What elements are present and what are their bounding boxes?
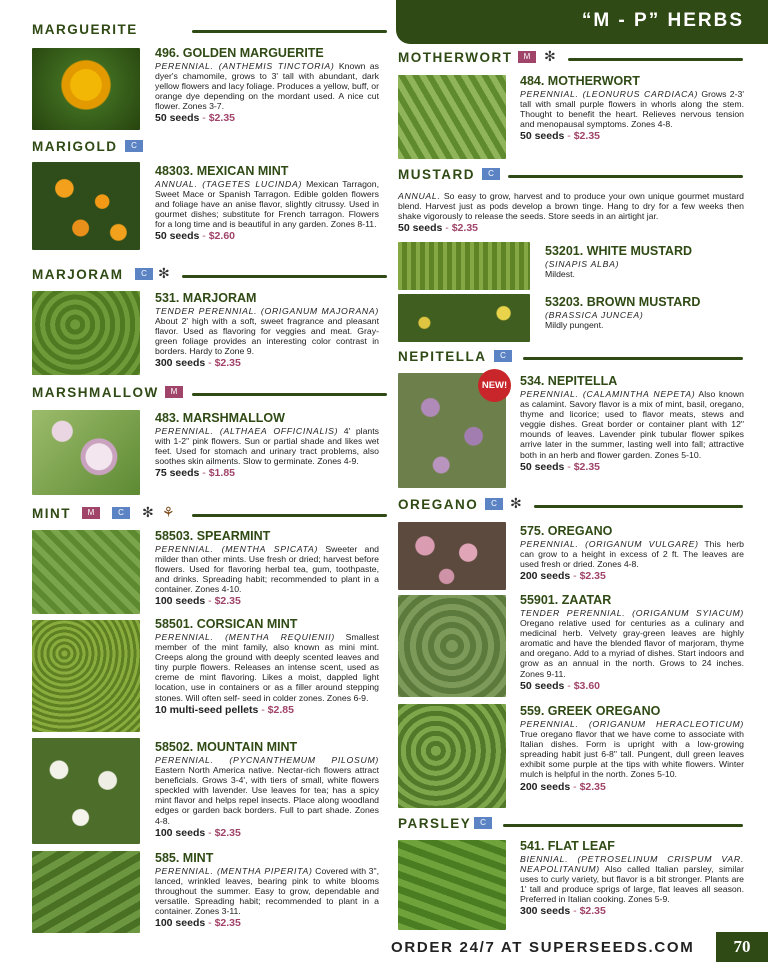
badge-m: M xyxy=(165,386,183,398)
product-latin: PERENNIAL. (MENTHA SPICATA) xyxy=(155,544,319,554)
product-name: 585. MINT xyxy=(155,851,214,865)
section-title: MARJORAM xyxy=(32,267,124,282)
product-53201 xyxy=(545,244,745,279)
product-name: 496. GOLDEN MARGUERITE xyxy=(155,46,324,60)
product-price: $2.35 xyxy=(214,826,241,839)
product-latin: PERENNIAL. (CALAMINTHA NEPETA) xyxy=(520,389,696,399)
product-price: $2.35 xyxy=(208,112,235,125)
product-name: 541. FLAT LEAF xyxy=(520,839,615,853)
divider xyxy=(534,505,743,508)
product-description: Known as dyer's chamomile, grows to 3' tall with abundant, dark yellow flowers and lacy foliage. Produces a yellow, buff, or orange dye depending on the mordant used. A nice cut flower. Zones 3-7. xyxy=(155,61,379,112)
product-latin: BIENNIAL. (PETROSELINUM CRISPUM VAR. NEAPOLITANUM) xyxy=(520,854,744,875)
product-description: Mildly pungent. xyxy=(545,320,604,331)
photo-golden-marguerite xyxy=(32,48,140,130)
product-qty: 100 seeds xyxy=(155,917,206,930)
header-banner xyxy=(396,0,768,44)
badge-c: C xyxy=(482,168,500,180)
divider xyxy=(568,58,743,61)
product-latin: (BRASSICA JUNCEA) xyxy=(545,310,644,320)
product-qty: 50 seeds xyxy=(155,230,200,243)
photo-marshmallow xyxy=(32,410,140,495)
photo-zaatar xyxy=(398,595,506,697)
section-title: OREGANO xyxy=(398,497,479,512)
section-marigold xyxy=(32,139,142,157)
product-58502: 58502. MOUNTAIN MINT PERENNIAL. (PYCNANTHEMUM PILOSUM) Eastern North America native. Nectar-rich flowers attract beneficials. Grows 3-4', with tiers of small, white flowers speckled with lavender. Use leaves for tea; has a spicy mint flavor and helps repel insects. Place along woodland edges or garden back borders. Full to part shade. Zones 4-8. 100 seeds - $2.35 xyxy=(155,740,379,839)
product-name: 55901. ZAATAR xyxy=(520,593,612,607)
product-description: Covered with 3", lanced, wrinkled leaves, bearing pink to white blooms throughout the summer. Easy to grow, dependable and versatile. Spreading habit; recommended to plant in a container. Zones 3-11. xyxy=(155,866,379,917)
product-description: 4' plants with 1-2" pink flowers. Sun or partial shade and likes wet feet. Used for stomach and urinary tract problems, also soothes skin ailments. Slow to germinate. Zones 4-9. xyxy=(155,426,379,467)
product-description: This herb can grow to a height in excess of 2 ft. The leaves are used fresh or dried. Zones 4-8. xyxy=(520,539,744,570)
page-number: 70 xyxy=(716,932,768,962)
product-559: 559. GREEK OREGANO PERENNIAL. (ORIGANUM HERACLEOTICUM) True oregano flavor that we have come to associate with Italian dishes. Form is upright with a low-growing spreading habit just 6-8" tall. Pungent, dull green leaves exhibit some purple at the tips with white flowers. Winter mulch is helpful in the north. Zones 5-10. 200 seeds - $2.35 xyxy=(520,704,744,793)
product-qty: 100 seeds xyxy=(155,826,206,839)
divider xyxy=(523,357,743,360)
product-description: Mexican Tarragon, Sweet Mace or Spanish Tarragon. Edible golden flowers and foliage have an anise flavor, slightly citrussy. Used in gourmet dishes; substitute for French tarragon. Flowers for a long time and is beautiful in any garden. Zones 8-11. xyxy=(155,179,379,230)
intro-text: So easy to grow, harvest and to produce your own unique gourmet mustard blend. Harvest just as pods develop a brown tinge. Hang to dry for a few weeks then shake vigorously to release the seeds. Store seeds in an airtight jar. xyxy=(398,191,744,222)
product-541: 541. FLAT LEAF BIENNIAL. (PETROSELINUM CRISPUM VAR. NEAPOLITANUM) Also called Italian parsley, similar uses to curly variety, but flavor is a bit stronger. Plants are 1' tall and produce sprigs of large, flat leaves all season. Preferred in Italian cooking. Zones 5-9. 300 seeds - $2.35 xyxy=(520,839,744,918)
product-qty: 100 seeds xyxy=(155,595,206,608)
product-latin: PERENNIAL. (ORIGANUM VULGARE) xyxy=(520,539,699,549)
section-mint xyxy=(32,506,387,524)
badge-c: C xyxy=(485,498,503,510)
section-oregano xyxy=(398,497,743,515)
divider xyxy=(503,824,743,827)
section-title: MUSTARD xyxy=(398,167,475,182)
section-title: MARGUERITE xyxy=(32,22,138,37)
product-latin: PERENNIAL. (MENTHA REQUIENII) xyxy=(155,632,335,642)
section-title: MOTHERWORT xyxy=(398,50,513,65)
photo-oregano xyxy=(398,522,506,590)
product-name: 534. NEPITELLA xyxy=(520,374,618,388)
section-mustard xyxy=(398,167,743,185)
product-description: Sweeter and milder than other mints. Use fresh or dried; harvest before flowers. Used for flavoring herbal tea, gum, toothpaste, and drinks. Spreading habit; recommended to plant in a container. Zones 4-10. xyxy=(155,544,379,595)
product-qty: 200 seeds xyxy=(520,780,571,793)
product-qty: 200 seeds xyxy=(520,570,571,583)
product-name: 575. OREGANO xyxy=(520,524,613,538)
section-title: MINT xyxy=(32,506,71,521)
product-53203 xyxy=(545,295,745,330)
product-latin: TENDER PERENNIAL. (ORIGANUM SYIACUM) xyxy=(520,608,744,618)
photo-corsican-mint xyxy=(32,620,140,732)
product-description: Also known as calamint. Savory flavor is a mix of mint, basil, oregano, thyme and licorice; used to flavor meats, stews and veggie dishes. Great border or container plant with 12" mounds of leaves. Lavender pink tubular flower spikes arrive later in the summer, lasting well into fall; attractive both in an herb and flower garden. Zones 5-10. xyxy=(520,389,744,460)
product-price: $2.35 xyxy=(573,460,600,473)
divider xyxy=(192,514,387,517)
section-marjoram xyxy=(32,267,387,285)
bee-icon: ✻ xyxy=(142,504,154,520)
divider xyxy=(182,275,387,278)
product-483: 483. MARSHMALLOW PERENNIAL. (ALTHAEA OFFICINALIS) 4' plants with 1-2" pink flowers. Sun or partial shade and likes wet feet. Used for stomach and urinary tract problems, also soothes skin ailments. Slow to germinate. Zones 4-9. 75 seeds - $1.85 xyxy=(155,411,379,480)
section-title: MARIGOLD xyxy=(32,139,118,154)
product-description: Eastern North America native. Nectar-rich flowers attract beneficials. Grows 3-4', with tiers of small, white flowers speckled with lavender. Use leaves for tea; has a spicy mint flavor and helps repel insects. Place along woodland edges or garden back borders. Full to part shade. Zones 4-8. xyxy=(155,765,379,826)
product-575: 575. OREGANO PERENNIAL. (ORIGANUM VULGARE) This herb can grow to a height in excess of 2 ft. The leaves are used fresh or dried. Zones 4-8. 200 seeds - $2.35 xyxy=(520,524,744,583)
product-description: True oregano flavor that we have come to associate with Italian dishes. Form is upright with a low-growing spreading habit just 6-8" tall. Pungent, dull green leaves exhibit some purple at the tips with white flowers. Winter mulch is helpful in the north. Zones 5-10. xyxy=(520,729,744,780)
product-description: Smallest member of the mint family, also known as mini mint. Creeps along the ground with deeply scented leaves and tiny purple flowers. Releases an intense scent, used as creme de mint flavoring. Likes a moist, dappled light location, use in containers or as a filler around stepping stones. Will often self- seed in colder zones. Zones 6-9. xyxy=(155,632,379,703)
product-58501: 58501. CORSICAN MINT PERENNIAL. (MENTHA REQUIENII) Smallest member of the mint family, also known as mini mint. Creeps along the ground with deeply scented leaves and tiny purple flowers. Releases an intense scent, used as creme de mint flavoring. Likes a moist, dappled light location, use in containers or as a filler around stepping stones. Will often self- seed in colder zones. Zones 6-9. 10 multi-seed pellets - $2.85 xyxy=(155,617,379,716)
product-585: 585. MINT PERENNIAL. (MENTHA PIPERITA) Covered with 3", lanced, wrinkled leaves, bearing pink to white blooms throughout the summer. Easy to grow, dependable and versatile. Spreading habit; recommended to plant in a container. Zones 3-11. 100 seeds - $2.35 xyxy=(155,851,379,930)
product-price: $2.35 xyxy=(573,130,600,143)
photo-brown-mustard xyxy=(398,294,530,342)
section-motherwort xyxy=(398,50,743,68)
photo-mint xyxy=(32,851,140,933)
product-531: 531. MARJORAM TENDER PERENNIAL. (ORIGANUM MAJORANA) About 2' high with a soft, sweet fragrance and pleasant flavor. Used as flavoring for veggies and meat. Gray-green foliage provides an interesting color contrast in borders. Hardy to Zone 9. 300 seeds - $2.35 xyxy=(155,291,379,370)
section-marguerite xyxy=(32,22,387,40)
badge-c: C xyxy=(494,350,512,362)
product-price: $2.35 xyxy=(579,905,606,918)
plant-icon: ⚘ xyxy=(162,504,175,520)
divider xyxy=(192,30,387,33)
product-qty: 50 seeds xyxy=(520,130,565,143)
new-badge: NEW! xyxy=(478,369,511,402)
product-price: $2.60 xyxy=(208,230,235,243)
section-parsley xyxy=(398,816,743,834)
mustard-intro: ANNUAL. So easy to grow, harvest and to produce your own unique gourmet mustard blend. Harvest just as pods develop a brown tinge. Hang to dry for a few weeks then shake vigorously to release the seeds. Store seeds in an airtight jar. 50 seeds - $2.35 xyxy=(398,191,744,235)
product-latin: TENDER PERENNIAL. (ORIGANUM MAJORANA) xyxy=(155,306,379,316)
badge-c: C xyxy=(474,817,492,829)
product-48303: 48303. MEXICAN MINT ANNUAL. (TAGETES LUCINDA) Mexican Tarragon, Sweet Mace or Spanish Tarragon. Edible golden flowers and foliage have an anise flavor, slightly citrussy. Used in gourmet dishes; substitute for French tarragon. Flowers for a long time and is beautiful in any garden. Zones 8-11. 50 seeds - $2.60 xyxy=(155,164,379,243)
product-name: 58502. MOUNTAIN MINT xyxy=(155,740,298,754)
section-nepitella xyxy=(398,349,743,367)
photo-flat-leaf-parsley xyxy=(398,840,506,930)
product-description: Mildest. xyxy=(545,269,575,280)
product-price: $2.35 xyxy=(214,917,241,930)
bee-icon: ✻ xyxy=(544,48,556,64)
product-description: Oregano relative used for centuries as a culinary and medicinal herb. Velvety gray-green leaves are highly aromatic and have the blended flavor of marjoram, thyme and oregano. Add to a myriad of dishes. Start indoors and grow as an annual in the north. Grows to 24 inches. Zones 9-11. xyxy=(520,618,744,679)
badge-c: C xyxy=(112,507,130,519)
photo-mountain-mint xyxy=(32,738,140,844)
product-name: 53201. WHITE MUSTARD xyxy=(545,244,693,258)
page-title: “M - P” HERBS xyxy=(581,10,744,31)
photo-spearmint xyxy=(32,530,140,614)
product-name: 531. MARJORAM xyxy=(155,291,257,305)
product-name: 53203. BROWN MUSTARD xyxy=(545,295,701,309)
badge-c: C xyxy=(135,268,153,280)
product-latin: PERENNIAL. (PYCNANTHEMUM PILOSUM) xyxy=(155,755,379,765)
photo-greek-oregano xyxy=(398,704,506,808)
section-marshmallow xyxy=(32,385,387,403)
photo-white-mustard xyxy=(398,242,530,290)
section-title: MARSHMALLOW xyxy=(32,385,159,400)
product-latin: PERENNIAL. (ORIGANUM HERACLEOTICUM) xyxy=(520,719,744,729)
product-name: 48303. MEXICAN MINT xyxy=(155,164,289,178)
product-name: 483. MARSHMALLOW xyxy=(155,411,285,425)
product-price: $3.60 xyxy=(573,679,600,692)
product-qty: 50 seeds xyxy=(398,222,443,235)
product-name: 58503. SPEARMINT xyxy=(155,529,271,543)
divider xyxy=(508,175,743,178)
badge-m: M xyxy=(82,507,100,519)
badge-c: C xyxy=(125,140,143,152)
product-description: Grows 2-3' tall with small purple flowers in whorls along the stem. Thought to benefit the heart. Relieves nervous tension and menopausal symptoms. Zones 4-8. xyxy=(520,89,744,130)
bee-icon: ✻ xyxy=(158,265,170,281)
bee-icon: ✻ xyxy=(510,495,522,511)
section-title: NEPITELLA xyxy=(398,349,487,364)
product-latin: (SINAPIS ALBA) xyxy=(545,259,620,269)
divider xyxy=(192,393,387,396)
badge-m: M xyxy=(518,51,536,63)
product-55901: 55901. ZAATAR TENDER PERENNIAL. (ORIGANUM SYIACUM) Oregano relative used for centuries as a culinary and medicinal herb. Velvety gray-green leaves are highly aromatic and have the blended flavor of marjoram, thyme and oregano. Add to a myriad of dishes. Start indoors and grow as an annual in the north. Grows to 24 inches. Zones 9-11. 50 seeds - $3.60 xyxy=(520,593,744,692)
product-price: $2.35 xyxy=(214,595,241,608)
product-price: $2.35 xyxy=(579,570,606,583)
product-latin: PERENNIAL. (ANTHEMIS TINCTORIA) xyxy=(155,61,335,71)
product-qty: 75 seeds xyxy=(155,467,200,480)
product-name: 559. GREEK OREGANO xyxy=(520,704,661,718)
photo-marjoram xyxy=(32,291,140,375)
product-496: 496. GOLDEN MARGUERITE PERENNIAL. (ANTHEMIS TINCTORIA) Known as dyer's chamomile, grows to 3' tall with abundant, dark yellow flowers and lacy foliage. Produces a yellow, buff, or orange dye depending on the mordant used. A nice cut flower. Zones 3-7. 50 seeds - $2.35 xyxy=(155,46,379,125)
photo-motherwort xyxy=(398,75,506,159)
product-534: 534. NEPITELLA PERENNIAL. (CALAMINTHA NEPETA) Also known as calamint. Savory flavor is a mix of mint, basil, oregano, thyme and licorice; used to flavor meats, stews and veggie dishes. Great border or container plant with 12" mounds of leaves. Lavender pink tubular flower spikes arrive later in the summer, lasting well into fall; attractive both in an herb and flower garden. Zones 5-10. 50 seeds - $2.35 xyxy=(520,374,744,473)
product-latin: ANNUAL. (TAGETES LUCINDA) xyxy=(155,179,303,189)
product-latin: PERENNIAL. (ALTHAEA OFFICINALIS) xyxy=(155,426,339,436)
product-price: $2.35 xyxy=(451,222,478,235)
product-qty: 300 seeds xyxy=(520,905,571,918)
product-qty: 300 seeds xyxy=(155,357,206,370)
photo-mexican-mint xyxy=(32,162,140,250)
product-58503: 58503. SPEARMINT PERENNIAL. (MENTHA SPICATA) Sweeter and milder than other mints. Use fresh or dried; harvest before flowers. Used for flavoring herbal tea, gum, toothpaste, and drinks. Spreading habit; recommended to plant in a container. Zones 4-10. 100 seeds - $2.35 xyxy=(155,529,379,608)
product-price: $2.85 xyxy=(267,703,294,716)
product-484: 484. MOTHERWORT PERENNIAL. (LEONURUS CARDIACA) Grows 2-3' tall with small purple flowers in whorls along the stem. Thought to benefit the heart. Relieves nervous tension and menopausal symptoms. Zones 4-8. 50 seeds - $2.35 xyxy=(520,74,744,143)
product-qty: 10 multi-seed pellets xyxy=(155,703,259,716)
product-qty: 50 seeds xyxy=(520,679,565,692)
product-price: $2.35 xyxy=(579,780,606,793)
product-latin: PERENNIAL. (LEONURUS CARDIACA) xyxy=(520,89,699,99)
product-qty: 50 seeds xyxy=(155,112,200,125)
product-name: 484. MOTHERWORT xyxy=(520,74,640,88)
product-description: About 2' high with a soft, sweet fragrance and pleasant flavor. Used as flavoring for veggies and meat. Gray-green foliage provides an interesting color contrast in borders. Hardy to Zone 9. xyxy=(155,316,379,357)
product-qty: 50 seeds xyxy=(520,460,565,473)
product-name: 58501. CORSICAN MINT xyxy=(155,617,298,631)
product-price: $1.85 xyxy=(208,467,235,480)
product-price: $2.35 xyxy=(214,357,241,370)
section-title: PARSLEY xyxy=(398,816,472,831)
order-footer: ORDER 24/7 AT SUPERSEEDS.COM xyxy=(391,939,695,956)
intro-lead: ANNUAL. xyxy=(398,191,441,201)
product-latin: PERENNIAL. (MENTHA PIPERITA) xyxy=(155,866,313,876)
product-description: Also called Italian parsley, similar uses to curly variety, but flavor is a bit stronger. Plants are 1' tall and produce sprigs of large, flat leaves all season. Preferred in Italian cooking. Zones 5-9. xyxy=(520,864,744,905)
